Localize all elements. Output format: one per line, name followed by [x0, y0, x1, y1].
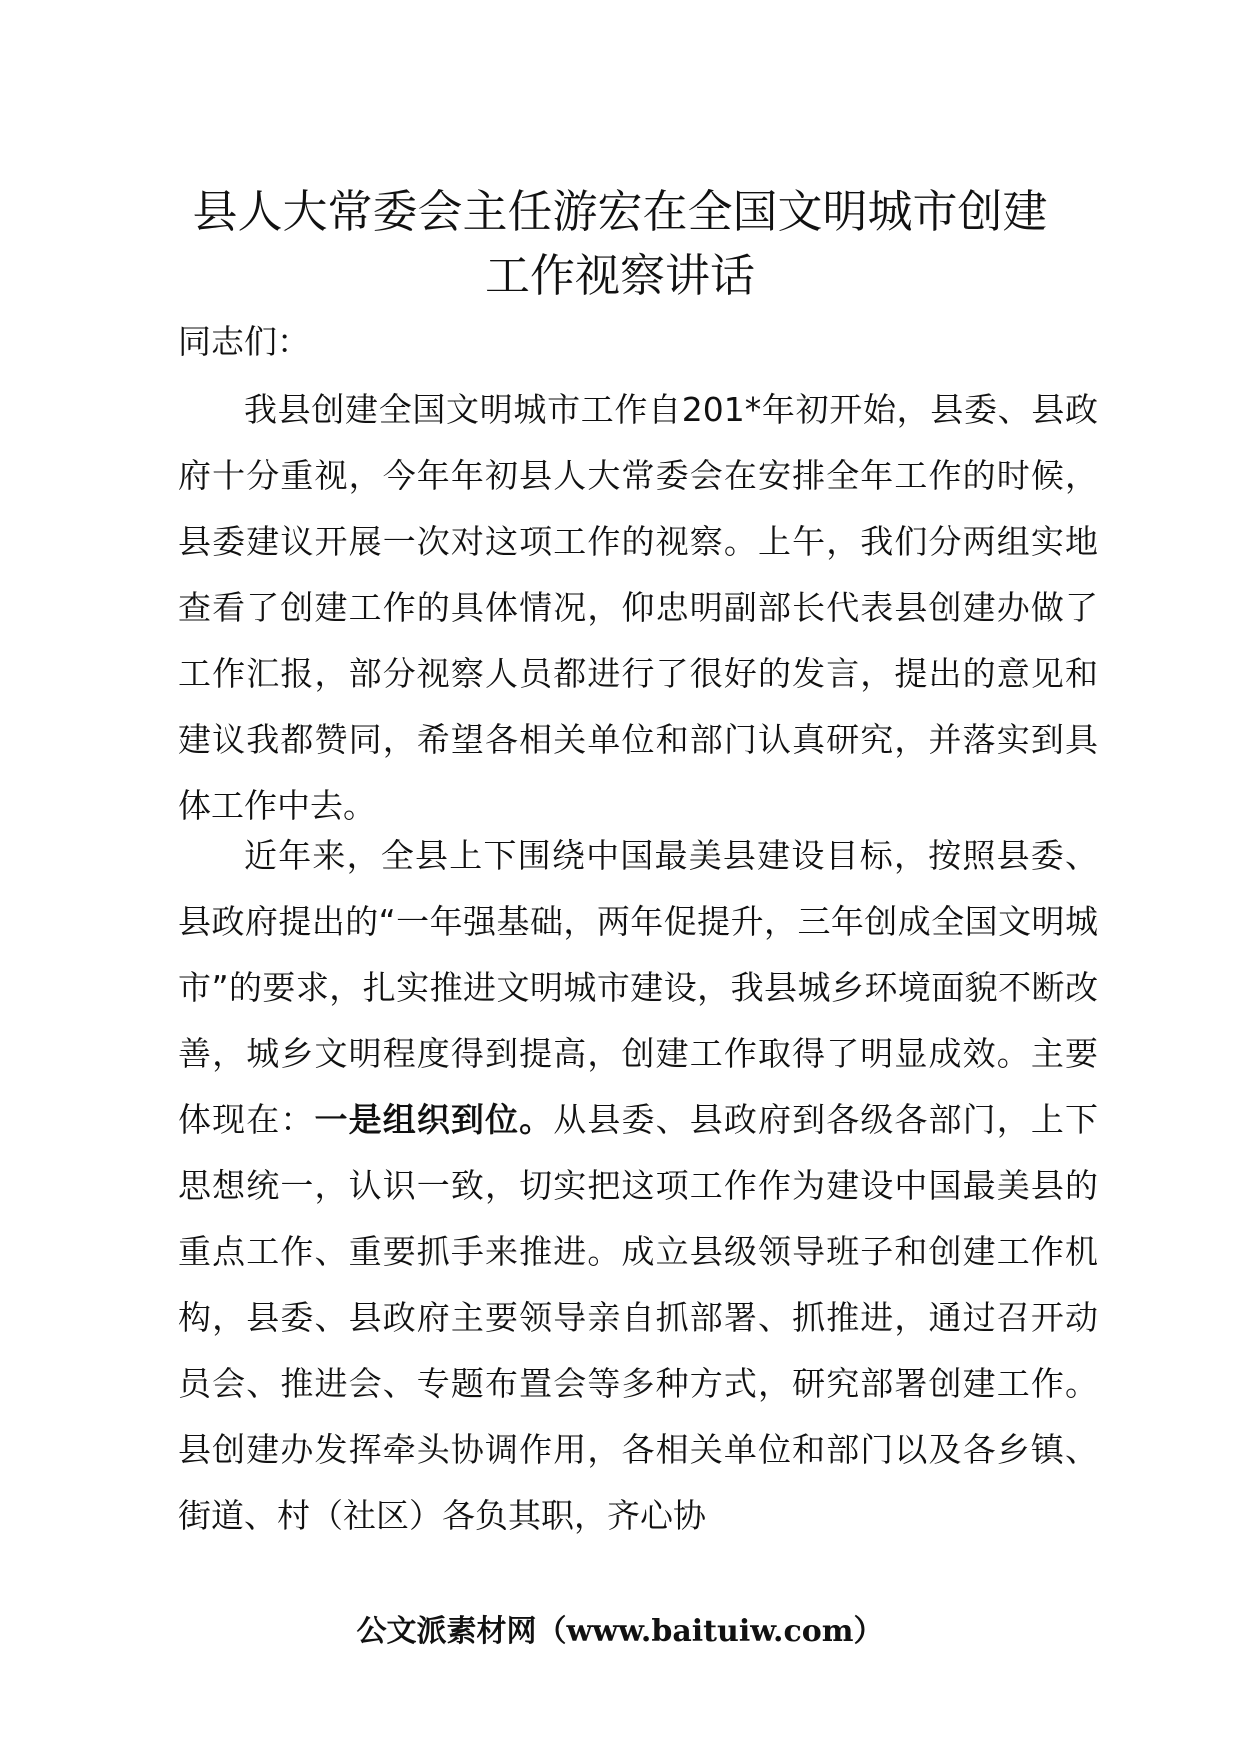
paragraph-2-text-end: 从县委、县政府到各级各部门，上下思想统一，认识一致，切实把这项工作作为建设中国最美县的重点工作、重要抓手来推进。成立县级领导班子和创建工作机构，县委、县政府主要领导亲自抓部署、抓推进，通过召开动员会、推进会、专题布置会等多种方式，研究部署创建工作。县创建办发挥牵头协调作用，各相关单位和部门以及各乡镇、街道、村（社区）各负其职，齐心协: [178, 1100, 1099, 1535]
paragraph-2-text-start: 近年来，全县上下围绕中国最美县建设目标，按照县委、县政府提出的“一年强基础，两年促提升，三年创成全国文明城市”的要求，扎实推进文明城市建设，我县城乡环境面貌不断改善，城乡文明程度得到提高，创建工作取得了明显成效。主要体现在：: [178, 836, 1098, 1139]
document-title-line-1: 县人大常委会主任游宏在全国文明城市创建: [192, 185, 1048, 238]
salutation: 同志们：: [178, 322, 310, 361]
paragraph-2: [178, 823, 1098, 1549]
paragraph-1: 我县创建全国文明城市工作自201*年初开始，县委、县政府十分重视，今年年初县人大常委会在安排全年工作的时候，县委建议开展一次对这项工作的视察。上午，我们分两组实地查看了创建工作的具体情况，仰忠明副部长代表县创建办做了工作汇报，部分视察人员都进行了很好的发言，提出的意见和建议我都赞同，希望各相关单位和部门认真研究，并落实到具体工作中去。: [178, 390, 1098, 825]
footer-watermark: 公文派素材网（www.baituiw.com）: [356, 1614, 884, 1649]
paragraph-2-bold-heading: 一是组织到位。: [314, 1100, 554, 1139]
document-title-line-2: 工作视察讲话: [484, 249, 755, 302]
